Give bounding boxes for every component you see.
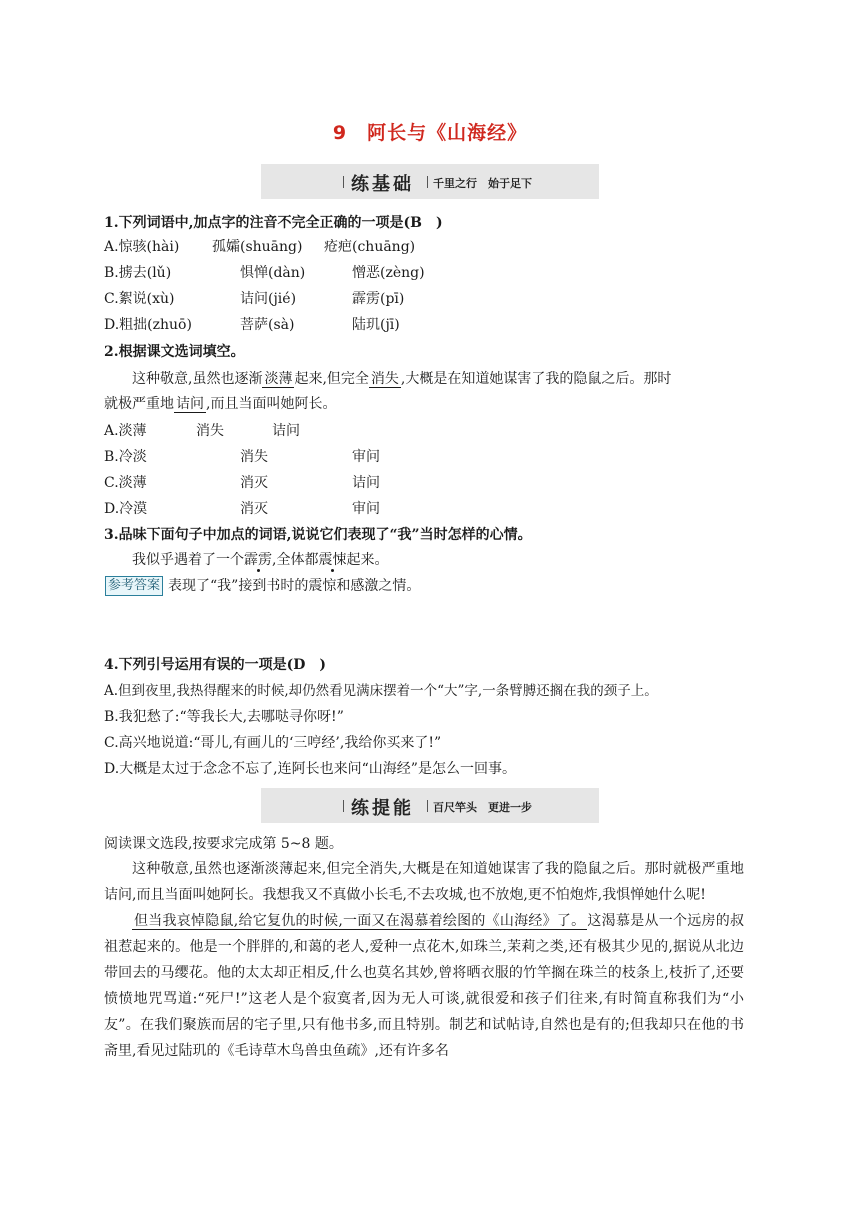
q2-option-a-3: 诘问	[272, 423, 300, 439]
q4-option-c: C.高兴地说道:“哥儿,有画儿的‘三哼经’,我给你买来了!”	[104, 735, 442, 751]
q1-option-c-2: 诘问(jié)	[240, 291, 297, 307]
blank-2: 消失	[370, 371, 399, 387]
q2-option-d-3: 审问	[352, 501, 380, 517]
answer-tag: 参考答案	[105, 576, 163, 596]
q1-option-d-2: 菩萨(sà)	[240, 317, 295, 333]
q2-option-a-1: A.淡薄	[104, 423, 147, 439]
section-title: 练提能	[351, 798, 414, 819]
q1-option-b-1: B.掳去(lǔ)	[104, 265, 172, 281]
section-banner-advanced	[261, 788, 599, 823]
question-4-stem: 4.下列引号运用有误的一项是(D )	[104, 657, 327, 673]
reading-passage	[104, 856, 744, 1064]
q1-option-a-1: A.惊骇(hài)	[104, 239, 180, 255]
q2-option-c-1: C.淡薄	[104, 475, 147, 491]
q1-option-b-3: 憎恶(zèng)	[352, 265, 425, 281]
section-motto: 百尺竿头 更进一步	[433, 801, 532, 814]
section-banner-basics	[261, 164, 599, 199]
q1-option-c-3: 霹雳(pī)	[352, 291, 405, 307]
passage-paragraph-1: 这种敬意,虽然也逐渐淡薄起来,但完全消失,大概是在知道她谋害了我的隐鼠之后。那时就极严重地诘问,而且当面叫她阿长。我想我又不真做小长毛,不去攻城,也不放炮,更不怕炮炸,我惧惮她什么呢!	[104, 861, 744, 903]
q3-answer: 表现了“我”接到书时的震惊和感激之情。	[168, 578, 421, 594]
q4-option-a: A.但到夜里,我热得醒来的时候,却仍然看见满床摆着一个“大”字,一条臂膊还搁在我的颈子上。	[104, 683, 658, 699]
q2-option-d-2: 消灭	[240, 501, 268, 517]
section-title: 练基础	[351, 174, 414, 195]
q1-option-b-2: 惧惮(dàn)	[240, 265, 306, 281]
section-motto: 千里之行 始于足下	[433, 177, 532, 190]
q1-option-a-3: 疮疤(chuāng)	[324, 239, 416, 255]
q2-option-a-2: 消失	[196, 423, 224, 439]
q1-option-d-3: 陆玑(jī)	[352, 317, 400, 333]
q1-option-d-1: D.粗拙(zhuō)	[104, 317, 192, 333]
q1-option-c-1: C.絮说(xù)	[104, 291, 175, 307]
dotted-word-2: 震悚	[318, 552, 347, 568]
q2-passage-line-2: 就极严重地 诘问 ,而且当面叫她阿长。	[104, 396, 337, 412]
passage-paragraph-2: 但当我哀悼隐鼠,给它复仇的时候,一面又在渴慕着绘图的《山海经》了。 这渴慕是从一个远房的叔祖惹起来的。他是一个胖胖的,和蔼的老人,爱种一点花木,如珠兰,茉莉之类,还有极其少见的,据说从北边带回去的马缨花。他的太太却正相反,什么也莫名其妙,曾将晒衣服的竹竿搁在珠兰的枝条上,枝折了,还要愤愤地咒骂道:“死尸!”这老人是个寂寞者,因为无人可谈,就很爱和孩子们往来,有时简直称我们为“小友”。在我们聚族而居的宅子里,只有他书多,而且特别。制艺和试帖诗,自然也是有的;但我却只在他的书斋里,看见过陆玑的《毛诗草木鸟兽虫鱼疏》,还有许多名	[104, 913, 745, 1059]
blank-1: 淡薄	[264, 371, 293, 387]
q2-option-b-3: 审问	[352, 449, 380, 465]
q3-sentence: 我似乎遇着了一个霹雳,全体都震悚起来。	[132, 552, 389, 568]
q2-option-c-3: 诘问	[352, 475, 380, 491]
question-2-stem: 2.根据课文选词填空。	[104, 344, 245, 360]
q2-option-d-1: D.冷漠	[104, 501, 148, 517]
underlined-sentence: 但当我哀悼隐鼠,给它复仇的时候,一面又在渴慕着绘图的《山海经》了。	[134, 913, 586, 929]
blank-3: 诘问	[176, 396, 204, 412]
q2-option-c-2: 消灭	[240, 475, 268, 491]
reading-intro: 阅读课文选段,按要求完成第 5~8 题。	[104, 836, 343, 852]
question-1-stem: 1.下列词语中,加点字的注音不完全正确的一项是(B )	[104, 215, 443, 231]
dotted-word-1: 霹雳	[244, 552, 272, 568]
q1-option-a-2: 孤孀(shuāng)	[212, 239, 303, 255]
q2-option-b-2: 消失	[240, 449, 268, 465]
question-3-stem: 3.品味下面句子中加点的词语,说说它们表现了“我”当时怎样的心情。	[104, 527, 532, 543]
q4-option-b: B.我犯愁了:“等我长大,去哪哒寻你呀!”	[104, 709, 344, 725]
q2-option-b-1: B.冷淡	[104, 449, 147, 465]
q2-passage-line-1: 这种敬意,虽然也逐渐 淡薄 起来,但完全 消失 ,大概是在知道她谋害了我的隐鼠之后。那时	[132, 371, 672, 387]
page-title: 9 阿长与《山海经》	[332, 122, 528, 144]
q4-option-d: D.大概是太过于念念不忘了,连阿长也来问“山海经”是怎么一回事。	[104, 761, 516, 777]
